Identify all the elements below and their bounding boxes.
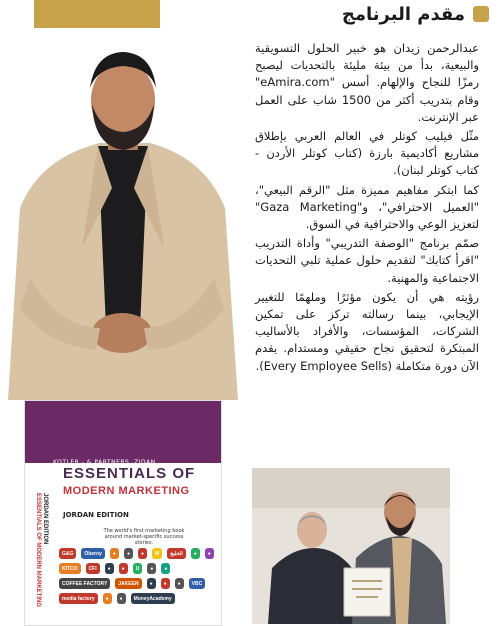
sponsor-logo: G&G <box>59 548 76 559</box>
sponsor-logo: ● <box>110 548 119 559</box>
presenter-photo <box>0 28 244 400</box>
gold-square-icon <box>473 6 489 22</box>
section-title: مقدم البرنامج <box>341 3 465 25</box>
award-photo <box>252 468 450 624</box>
bio-paragraph: عبدالرحمن زيدان هو خبير الحلول التسويقية والبيعية، بدأ من بيئة مليئة بالتحديات ليصبح رمزًا للنجاح والإلهام. أسس "eAmira.com" وقام بتدريب أكثر من 1500 شاب على العمل عبر الإنترنت. <box>255 41 480 124</box>
sponsor-logo: ● <box>175 578 184 589</box>
bio-paragraph: مثّل فيليب كوتلر في العالم العربي بإطلاق مشاريع أكاديمية بارزة (كتاب كوتلر الأردن - كتاب كوتلر لبنان). <box>255 129 479 178</box>
book-spine-title: ESSENTIALS OF MODERN MARKETING <box>35 493 41 608</box>
sponsor-logo: ● <box>191 548 200 559</box>
sponsor-logo: MoneyAcademy <box>131 593 175 604</box>
book-cover <box>24 400 222 626</box>
section-header <box>342 2 489 26</box>
book-spine <box>29 489 51 623</box>
sponsor-logo: ● <box>119 563 128 574</box>
sponsor-logo: ● <box>105 563 114 574</box>
sponsor-logos <box>59 548 219 604</box>
book-spine-edition: JORDAN EDITION <box>42 493 48 545</box>
sponsor-logo: KITCO <box>59 563 81 574</box>
sponsor-logo: ● <box>161 578 170 589</box>
sponsor-logo: COFFEE FACTORY <box>59 578 110 589</box>
book-tagline: The world's first marketing book around market-specific success stories. <box>103 528 185 546</box>
bio-paragraph: صمّم برنامج "الوصفة التدريبي" وأداة التدريب "اقرأ كتابك" لتقديم حلول عملية تلبي التحديات الاجتماعية والمهنية. <box>255 236 479 285</box>
bio-paragraph: كما ابتكر مفاهيم مميزة مثل "الرقم البيعي"، "العميل الاحترافي"، و"Gaza Marketing" لتعزيز الوعي والاحترافية في السوق. <box>255 182 479 232</box>
sponsor-logo: JAKEEN <box>115 578 141 589</box>
sponsor-logo: media factory <box>59 593 98 604</box>
book-edition: JORDAN EDITION <box>63 511 129 519</box>
sponsor-logo: ● <box>147 578 156 589</box>
bio-paragraph: رؤيته هي أن يكون مؤثرًا وملهمًا للتغيير الإيجابي، بينما رسالته تركز على تمكين الشركات، المؤسسات، والأفراد بالأساليب المبتكرة لتحقيق نجاح حقيقي ومستدام. يقدم الآن دورة متكاملة (Every Employee Sells). <box>255 289 479 373</box>
sponsor-logo: VBC <box>189 578 206 589</box>
sponsor-logo: الخليج <box>167 548 186 559</box>
sponsor-logo: ● <box>205 548 214 559</box>
sponsor-logo: ● <box>138 548 147 559</box>
sponsor-logo: ● <box>124 548 133 559</box>
sponsor-logo: ● <box>161 563 170 574</box>
sponsor-logo: CFI <box>86 563 100 574</box>
sponsor-logo: ● <box>147 563 156 574</box>
bio-text <box>255 40 479 377</box>
book-title-line2: MODERN MARKETING <box>63 485 190 497</box>
sponsor-logo: U <box>133 563 143 574</box>
sponsor-logo: M <box>152 548 162 559</box>
book-title-line1: ESSENTIALS OF <box>63 465 196 482</box>
sponsor-logo: Oberoy <box>81 548 105 559</box>
sponsor-logo: ● <box>117 593 126 604</box>
sponsor-logo: ● <box>103 593 112 604</box>
